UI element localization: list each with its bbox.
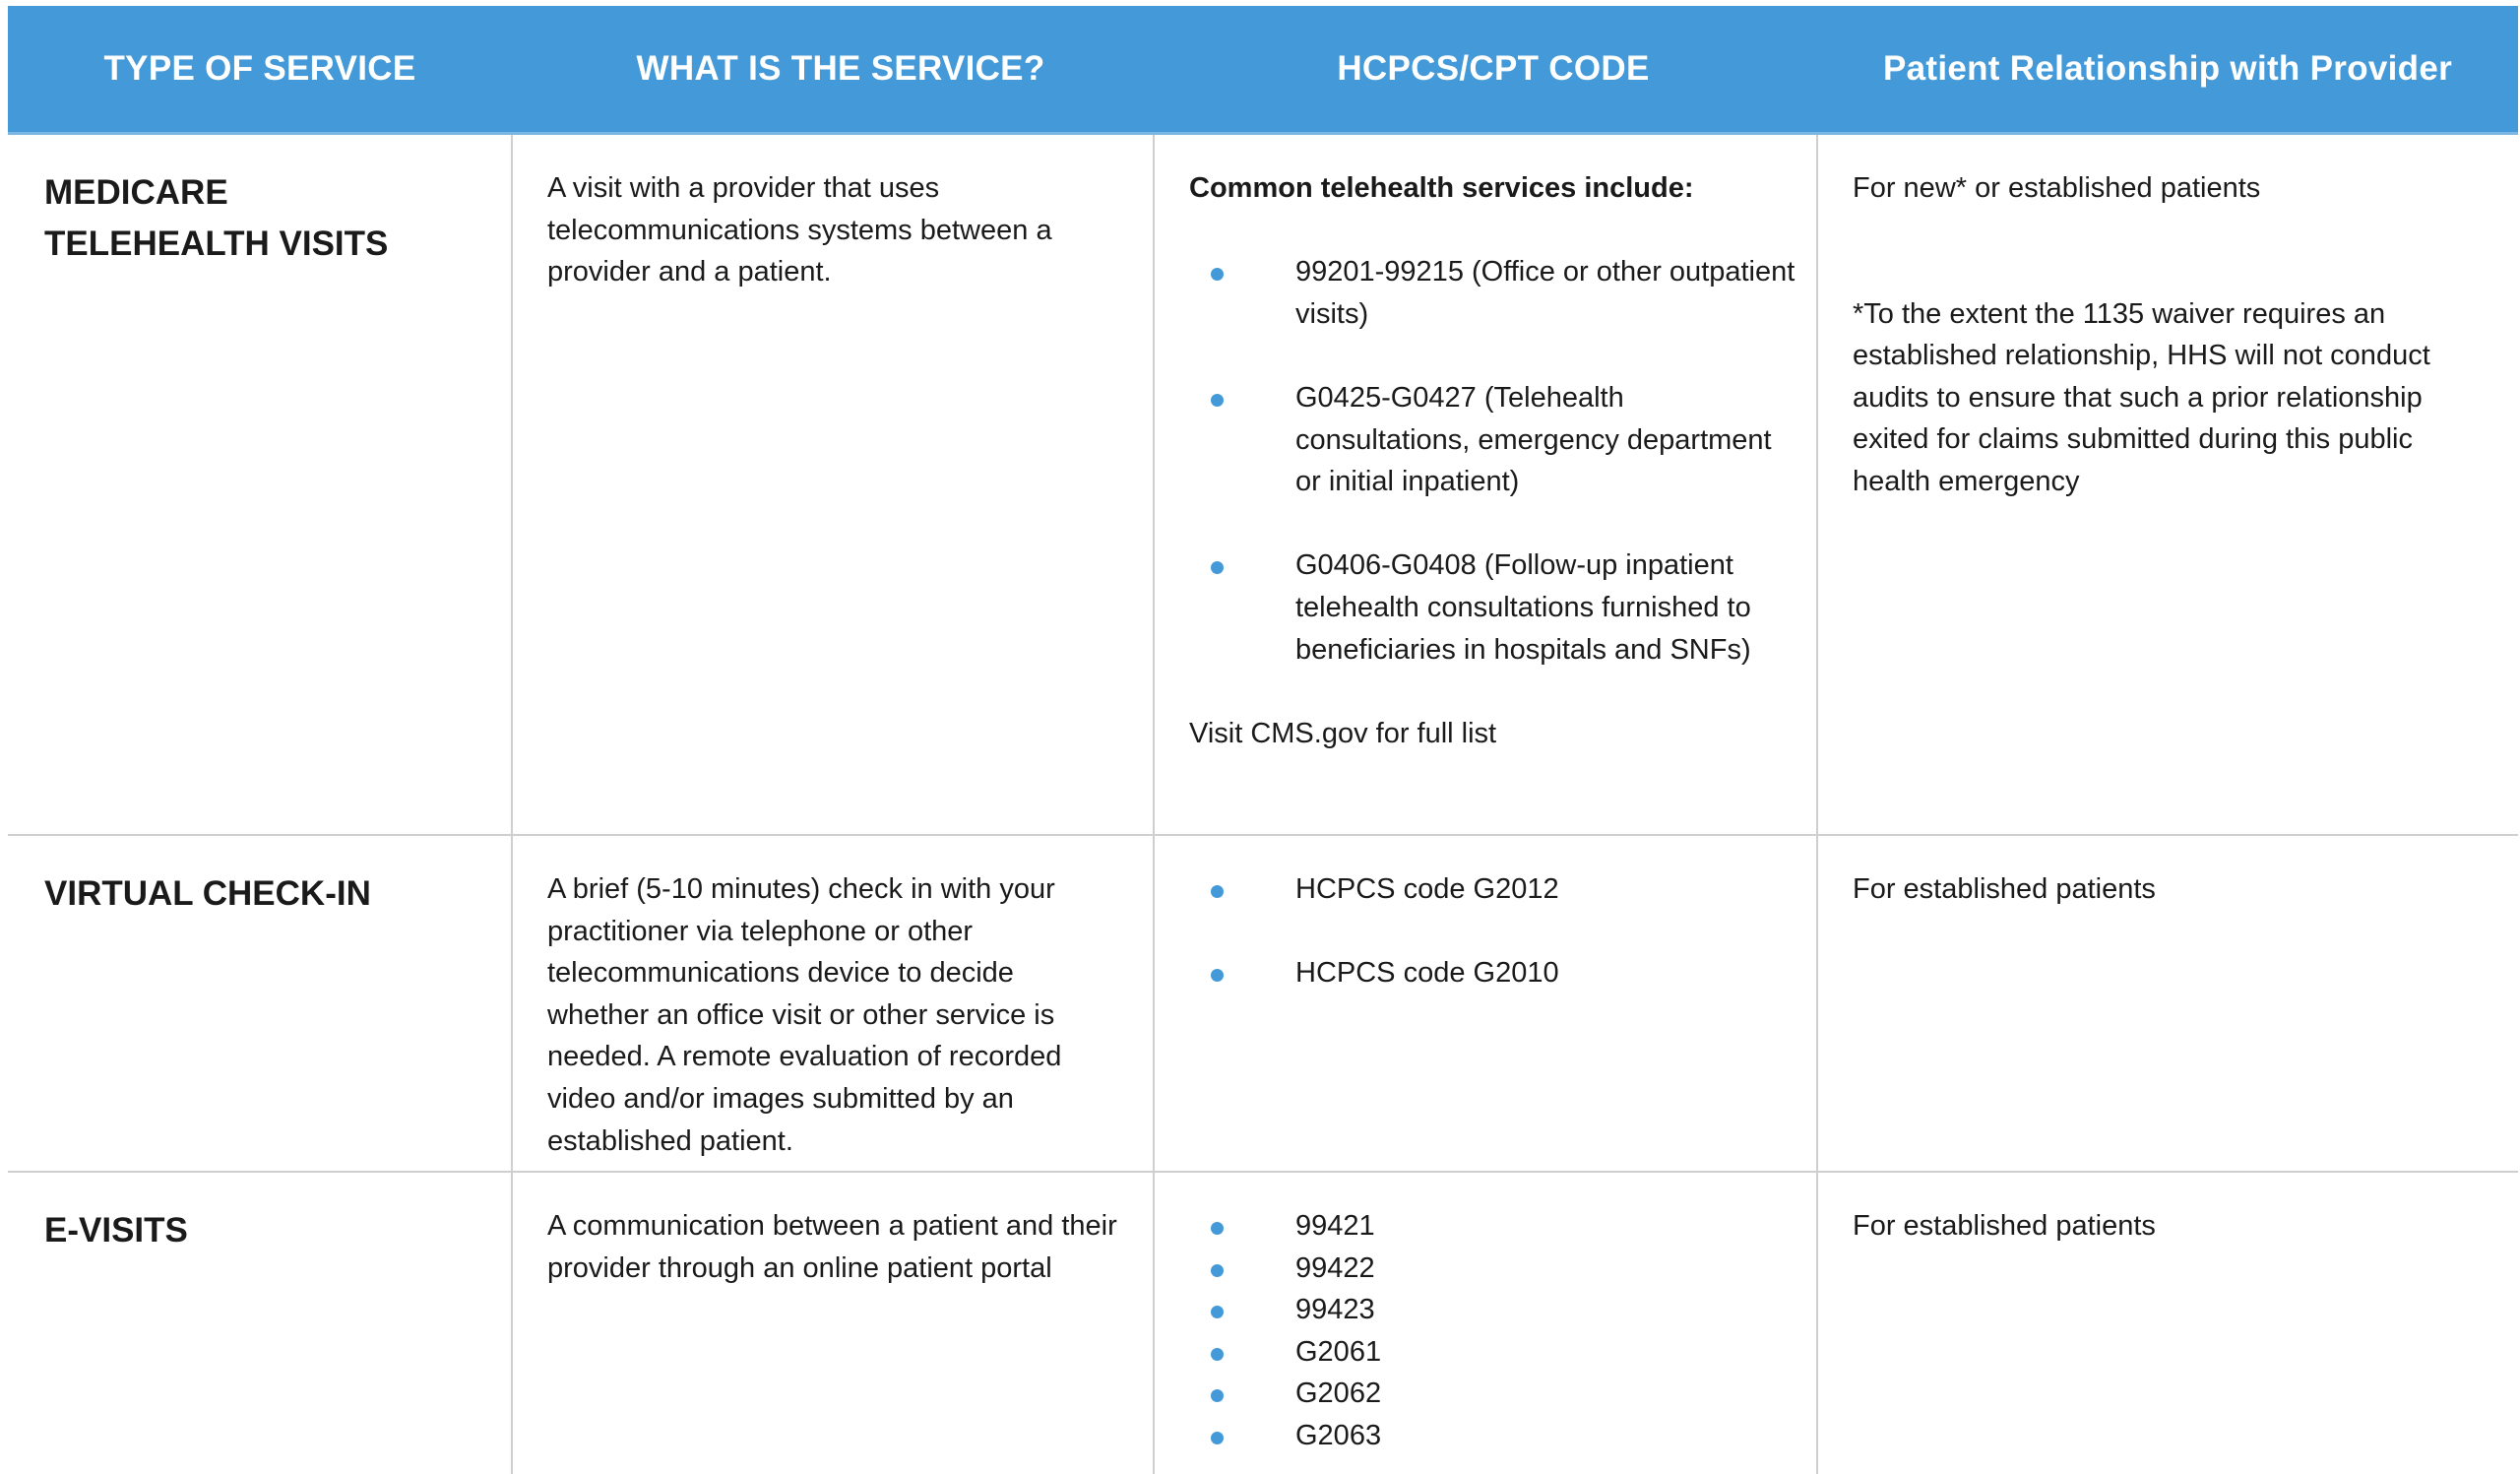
row-type-e-visits: E-VISITS xyxy=(44,1211,188,1250)
code-list xyxy=(1189,868,1799,994)
row-type-medicare-telehealth: MEDICARE TELEHEALTH VISITS xyxy=(44,173,389,263)
list-item: HCPCS code G2012 xyxy=(1189,868,1799,911)
list-item: 99422 xyxy=(1189,1248,1799,1290)
bullet-icon xyxy=(1211,885,1224,898)
row-description-virtual-check-in: A brief (5-10 minutes) check in with your practitioner via telephone or other telecommunications device to decide whether an office visit or other service is needed. A remote evaluation of recorded video and/or images submitted by an established patient. xyxy=(547,873,1062,1157)
list-item: 99421 xyxy=(1189,1205,1799,1248)
row-type-virtual-check-in: VIRTUAL CHECK-IN xyxy=(44,874,371,913)
list-item: G2062 xyxy=(1189,1373,1799,1415)
row-codes-e-visits xyxy=(1189,1205,1799,1457)
list-item: G2061 xyxy=(1189,1331,1799,1374)
row-relationship-virtual-check-in: For established patients xyxy=(1853,873,2156,905)
codes-footer: Visit CMS.gov for full list xyxy=(1189,717,1497,749)
row-divider xyxy=(8,1171,2518,1173)
list-item: 99201-99215 (Office or other outpatient visits) xyxy=(1189,251,1799,335)
header-what-is-service: WHAT IS THE SERVICE? xyxy=(636,49,1045,88)
bullet-icon xyxy=(1211,394,1224,407)
bullet-icon xyxy=(1211,268,1224,281)
list-item: G2063 xyxy=(1189,1415,1799,1457)
bullet-icon xyxy=(1211,561,1224,574)
row-codes-virtual-check-in xyxy=(1189,868,1799,994)
row-relationship-medicare-telehealth xyxy=(1853,167,2483,503)
header-type-of-service: TYPE OF SERVICE xyxy=(103,49,416,88)
table-header xyxy=(8,6,2518,135)
relationship-note: *To the extent the 1135 waiver requires an established relationship, HHS will not conduct audits to ensure that such a prior relationship exited for claims submitted during this public health emergency xyxy=(1853,297,2430,497)
bullet-icon xyxy=(1211,969,1224,982)
bullet-icon xyxy=(1211,1264,1224,1277)
bullet-icon xyxy=(1211,1348,1224,1361)
row-relationship-e-visits: For established patients xyxy=(1853,1210,2156,1242)
column-divider xyxy=(511,135,513,1474)
header-patient-relationship: Patient Relationship with Provider xyxy=(1882,49,2453,88)
list-item: G0425-G0427 (Telehealth consultations, emergency department or initial inpatient) xyxy=(1189,377,1799,503)
row-description-medicare-telehealth: A visit with a provider that uses telecommunications systems between a provider and a patient. xyxy=(547,172,1052,288)
header-hcpcs-cpt-code: HCPCS/CPT CODE xyxy=(1337,49,1650,88)
column-divider xyxy=(1816,135,1818,1474)
code-list xyxy=(1189,251,1799,671)
row-divider xyxy=(8,834,2518,836)
codes-intro: Common telehealth services include: xyxy=(1189,172,1694,204)
bullet-icon xyxy=(1211,1222,1224,1235)
list-item: 99423 xyxy=(1189,1289,1799,1331)
bullet-icon xyxy=(1211,1389,1224,1402)
list-item: HCPCS code G2010 xyxy=(1189,952,1799,994)
bullet-icon xyxy=(1211,1432,1224,1444)
bullet-icon xyxy=(1211,1306,1224,1318)
row-description-e-visits: A communication between a patient and their provider through an online patient portal xyxy=(547,1210,1117,1284)
row-codes-medicare-telehealth xyxy=(1189,167,1799,754)
code-list xyxy=(1189,1205,1799,1457)
list-item: G0406-G0408 (Follow-up inpatient telehealth consultations furnished to beneficiaries in hospitals and SNFs) xyxy=(1189,545,1799,671)
relationship-text: For new* or established patients xyxy=(1853,172,2261,204)
column-divider xyxy=(1153,135,1155,1474)
